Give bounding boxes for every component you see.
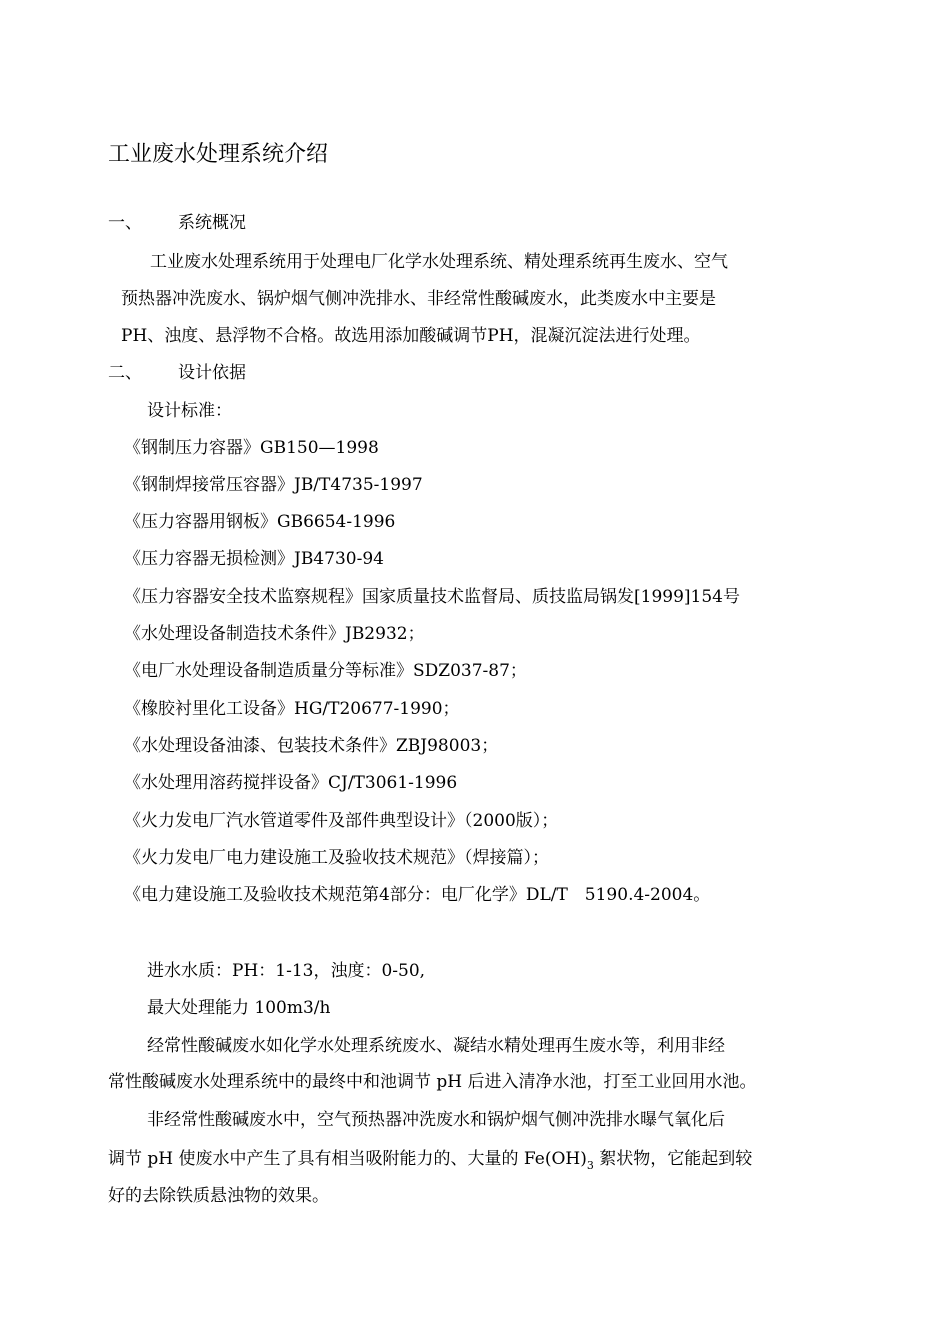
capacity-text: 最大处理能力 100m3/h [147,998,331,1018]
standard-item: 《火力发电厂汽水管道零件及部件典型设计》（2000版）； [124,811,559,831]
irregular-wastewater-line: 好的去除铁质悬浊物的效果。 [108,1186,329,1206]
standard-item: 《水处理设备制造技术条件》JB2932； [124,624,425,644]
standard-item: 《水处理设备油漆、包装技术条件》ZBJ98003； [124,736,499,756]
irregular-wastewater-text: 调节 pH 使废水中产生了具有相当吸附能力的、大量的 Fe(OH) [108,1149,587,1169]
subscript-number: 3 [586,1159,594,1172]
standard-item: 《钢制压力容器》GB150—1998 [124,438,379,458]
irregular-wastewater-text: 絮状物，它能起到较 [593,1149,753,1169]
section-1-paragraph-line: 工业废水处理系统用于处理电厂化学水处理系统、精处理系统再生废水、空气 [150,252,728,272]
section-1-paragraph-line: 预热器冲洗废水、锅炉烟气侧冲洗排水、非经常性酸碱废水，此类废水中主要是 [121,289,716,309]
irregular-wastewater-line: 非经常性酸碱废水中，空气预热器冲洗废水和锅炉烟气侧冲洗排水曝气氧化后 [147,1110,725,1130]
standard-item: 《火力发电厂电力建设施工及验收技术规范》（焊接篇）； [124,848,549,868]
standard-item: 《压力容器安全技术监察规程》国家质量技术监督局、质技监局锅发[1999]154号 [124,587,740,607]
standards-label: 设计标准： [147,401,232,421]
water-quality-text: 进水水质：PH：1-13，浊度：0-50, [147,961,426,981]
section-2-number: 二、 [108,363,142,383]
section-1-heading: 系统概况 [178,213,246,233]
section-1-number: 一、 [108,213,142,233]
regular-wastewater-line: 经常性酸碱废水如化学水处理系统废水、凝结水精处理再生废水等，利用非经 [147,1036,725,1056]
standard-item: 《电力建设施工及验收技术规范第4部分：电厂化学》DL/T 5190.4-2004。 [124,885,711,905]
section-2-heading: 设计依据 [178,363,246,383]
standard-item: 《压力容器用钢板》GB6654-1996 [124,512,396,532]
standard-item: 《电厂水处理设备制造质量分等标准》SDZ037-87； [124,661,527,681]
page-title: 工业废水处理系统介绍 [108,142,329,167]
irregular-wastewater-line [108,1148,752,1177]
standard-item: 《钢制焊接常压容器》JB/T4735-1997 [124,475,423,495]
regular-wastewater-line: 常性酸碱废水处理系统中的最终中和池调节 pH 后进入清净水池，打至工业回用水池。 [108,1072,757,1092]
standard-item: 《橡胶衬里化工设备》HG/T20677-1990； [124,699,460,719]
standard-item: 《水处理用溶药搅拌设备》CJ/T3061-1996 [124,773,458,793]
section-1-paragraph-line: PH、浊度、悬浮物不合格。故选用添加酸碱调节PH，混凝沉淀法进行处理。 [121,326,701,346]
standard-item: 《压力容器无损检测》JB4730-94 [124,549,384,569]
